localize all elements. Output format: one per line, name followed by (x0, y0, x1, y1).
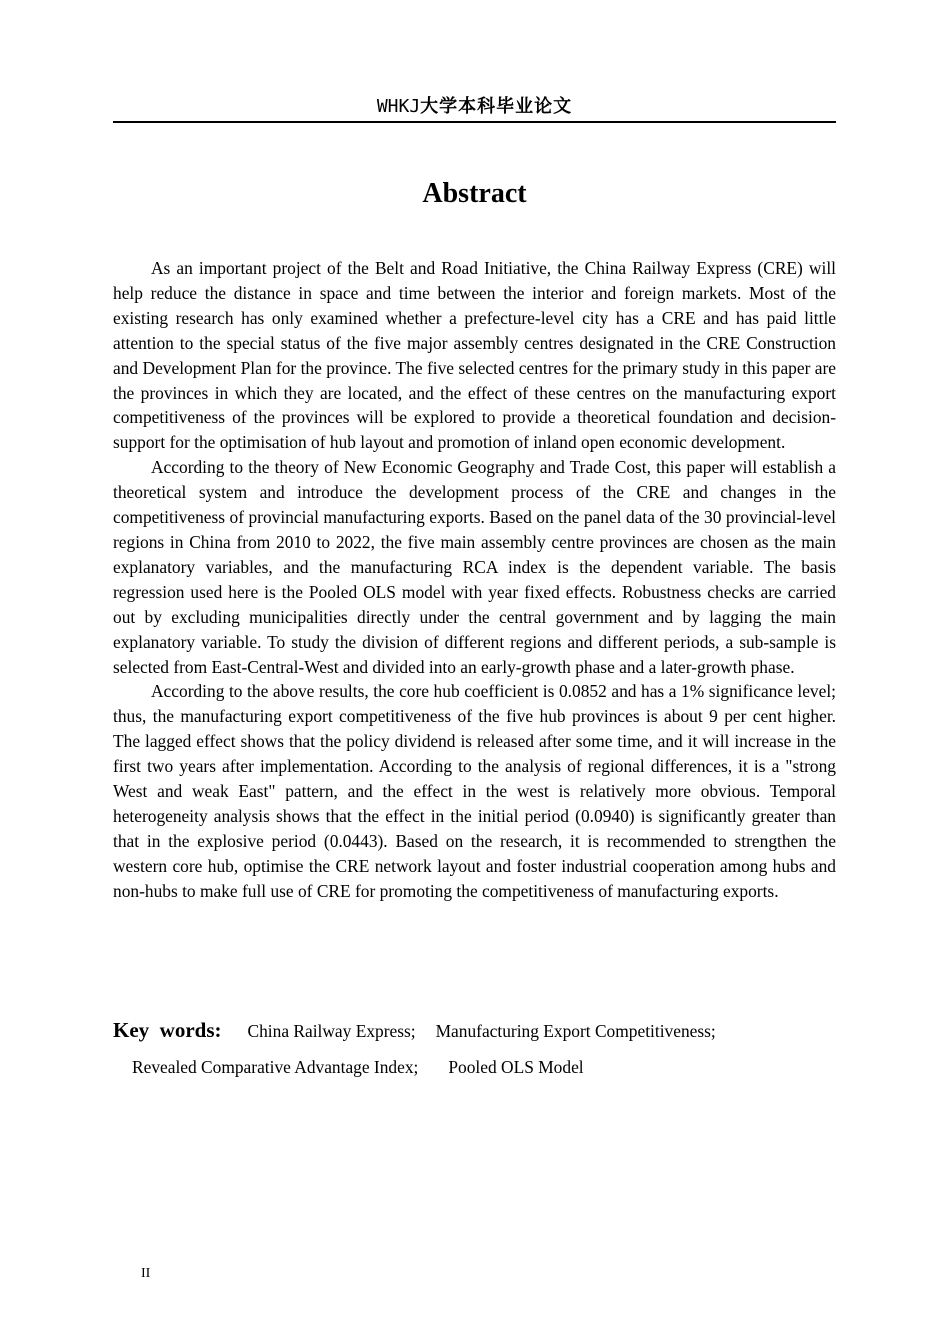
keyword-item: Revealed Comparative Advantage Index; (132, 1057, 419, 1077)
keywords-block (113, 1012, 836, 1085)
header-university: WHKJ (376, 96, 421, 117)
keyword-item: China Railway Express; (247, 1021, 416, 1041)
page-number: II (141, 1266, 151, 1281)
abstract-body (113, 256, 836, 904)
keyword-item: Manufacturing Export Competitiveness; (435, 1021, 716, 1041)
abstract-paragraph-3: According to the above results, the core hub coefficient is 0.0852 and has a 1% significance level; thus, the manufacturing export competitiveness of the five hub provinces is about 9 per cent higher. The lagged effect shows that the policy dividend is released after some time, and it will increase in the first two years after implementation. According to the analysis of regional differences, it is a "strong West and weak East" pattern, and the effect in the west is relatively more obvious. Temporal heterogeneity analysis shows that the effect in the initial period (0.0940) is significantly greater than that in the explosive period (0.0443). Based on the research, it is recommended to strengthen the western core hub, optimise the CRE network layout and foster industrial cooperation among hubs and non-hubs to make full use of CRE for promoting the competitiveness of manufacturing exports. (113, 681, 836, 901)
keywords-line-2 (113, 1049, 836, 1085)
keywords-label: Key words: (113, 1018, 222, 1042)
keyword-item: Pooled OLS Model (448, 1057, 584, 1077)
page-title: Abstract (422, 178, 527, 209)
running-header (113, 94, 836, 123)
keywords-line-1 (113, 1012, 836, 1049)
abstract-paragraph-2: According to the theory of New Economic Geography and Trade Cost, this paper will establish a theoretical system and introduce the development process of the CRE and changes in the competitiveness of provincial manufacturing exports. Based on the panel data of the 30 provincial-level regions in China from 2010 to 2022, the five main assembly centre provinces are chosen as the main explanatory variables, and the manufacturing RCA index is the dependent variable. The basis regression used here is the Pooled OLS model with year fixed effects. Robustness checks are carried out by excluding municipalities directly under the central government and by lagging the main explanatory variable. To study the division of different regions and different periods, a sub-sample is selected from East-Central-West and divided into an early-growth phase and a later-growth phase. (113, 457, 836, 677)
abstract-paragraph-1: As an important project of the Belt and Road Initiative, the China Railway Express (CRE) will help reduce the distance in space and time between the interior and foreign markets. Most of the existing research has only examined whether a prefecture-level city has a CRE and has paid little attention to the special status of the five major assembly centres designated in the CRE Construction and Development Plan for the province. The five selected centres for the primary study in this paper are the provinces in which they are located, and the effect of these centres on the manufacturing export competitiveness of the provinces will be explored to provide a theoretical foundation and decision-support for the optimisation of hub layout and promotion of inland open economic development. (113, 258, 836, 453)
header-suffix: 大学本科毕业论文 (420, 96, 573, 117)
